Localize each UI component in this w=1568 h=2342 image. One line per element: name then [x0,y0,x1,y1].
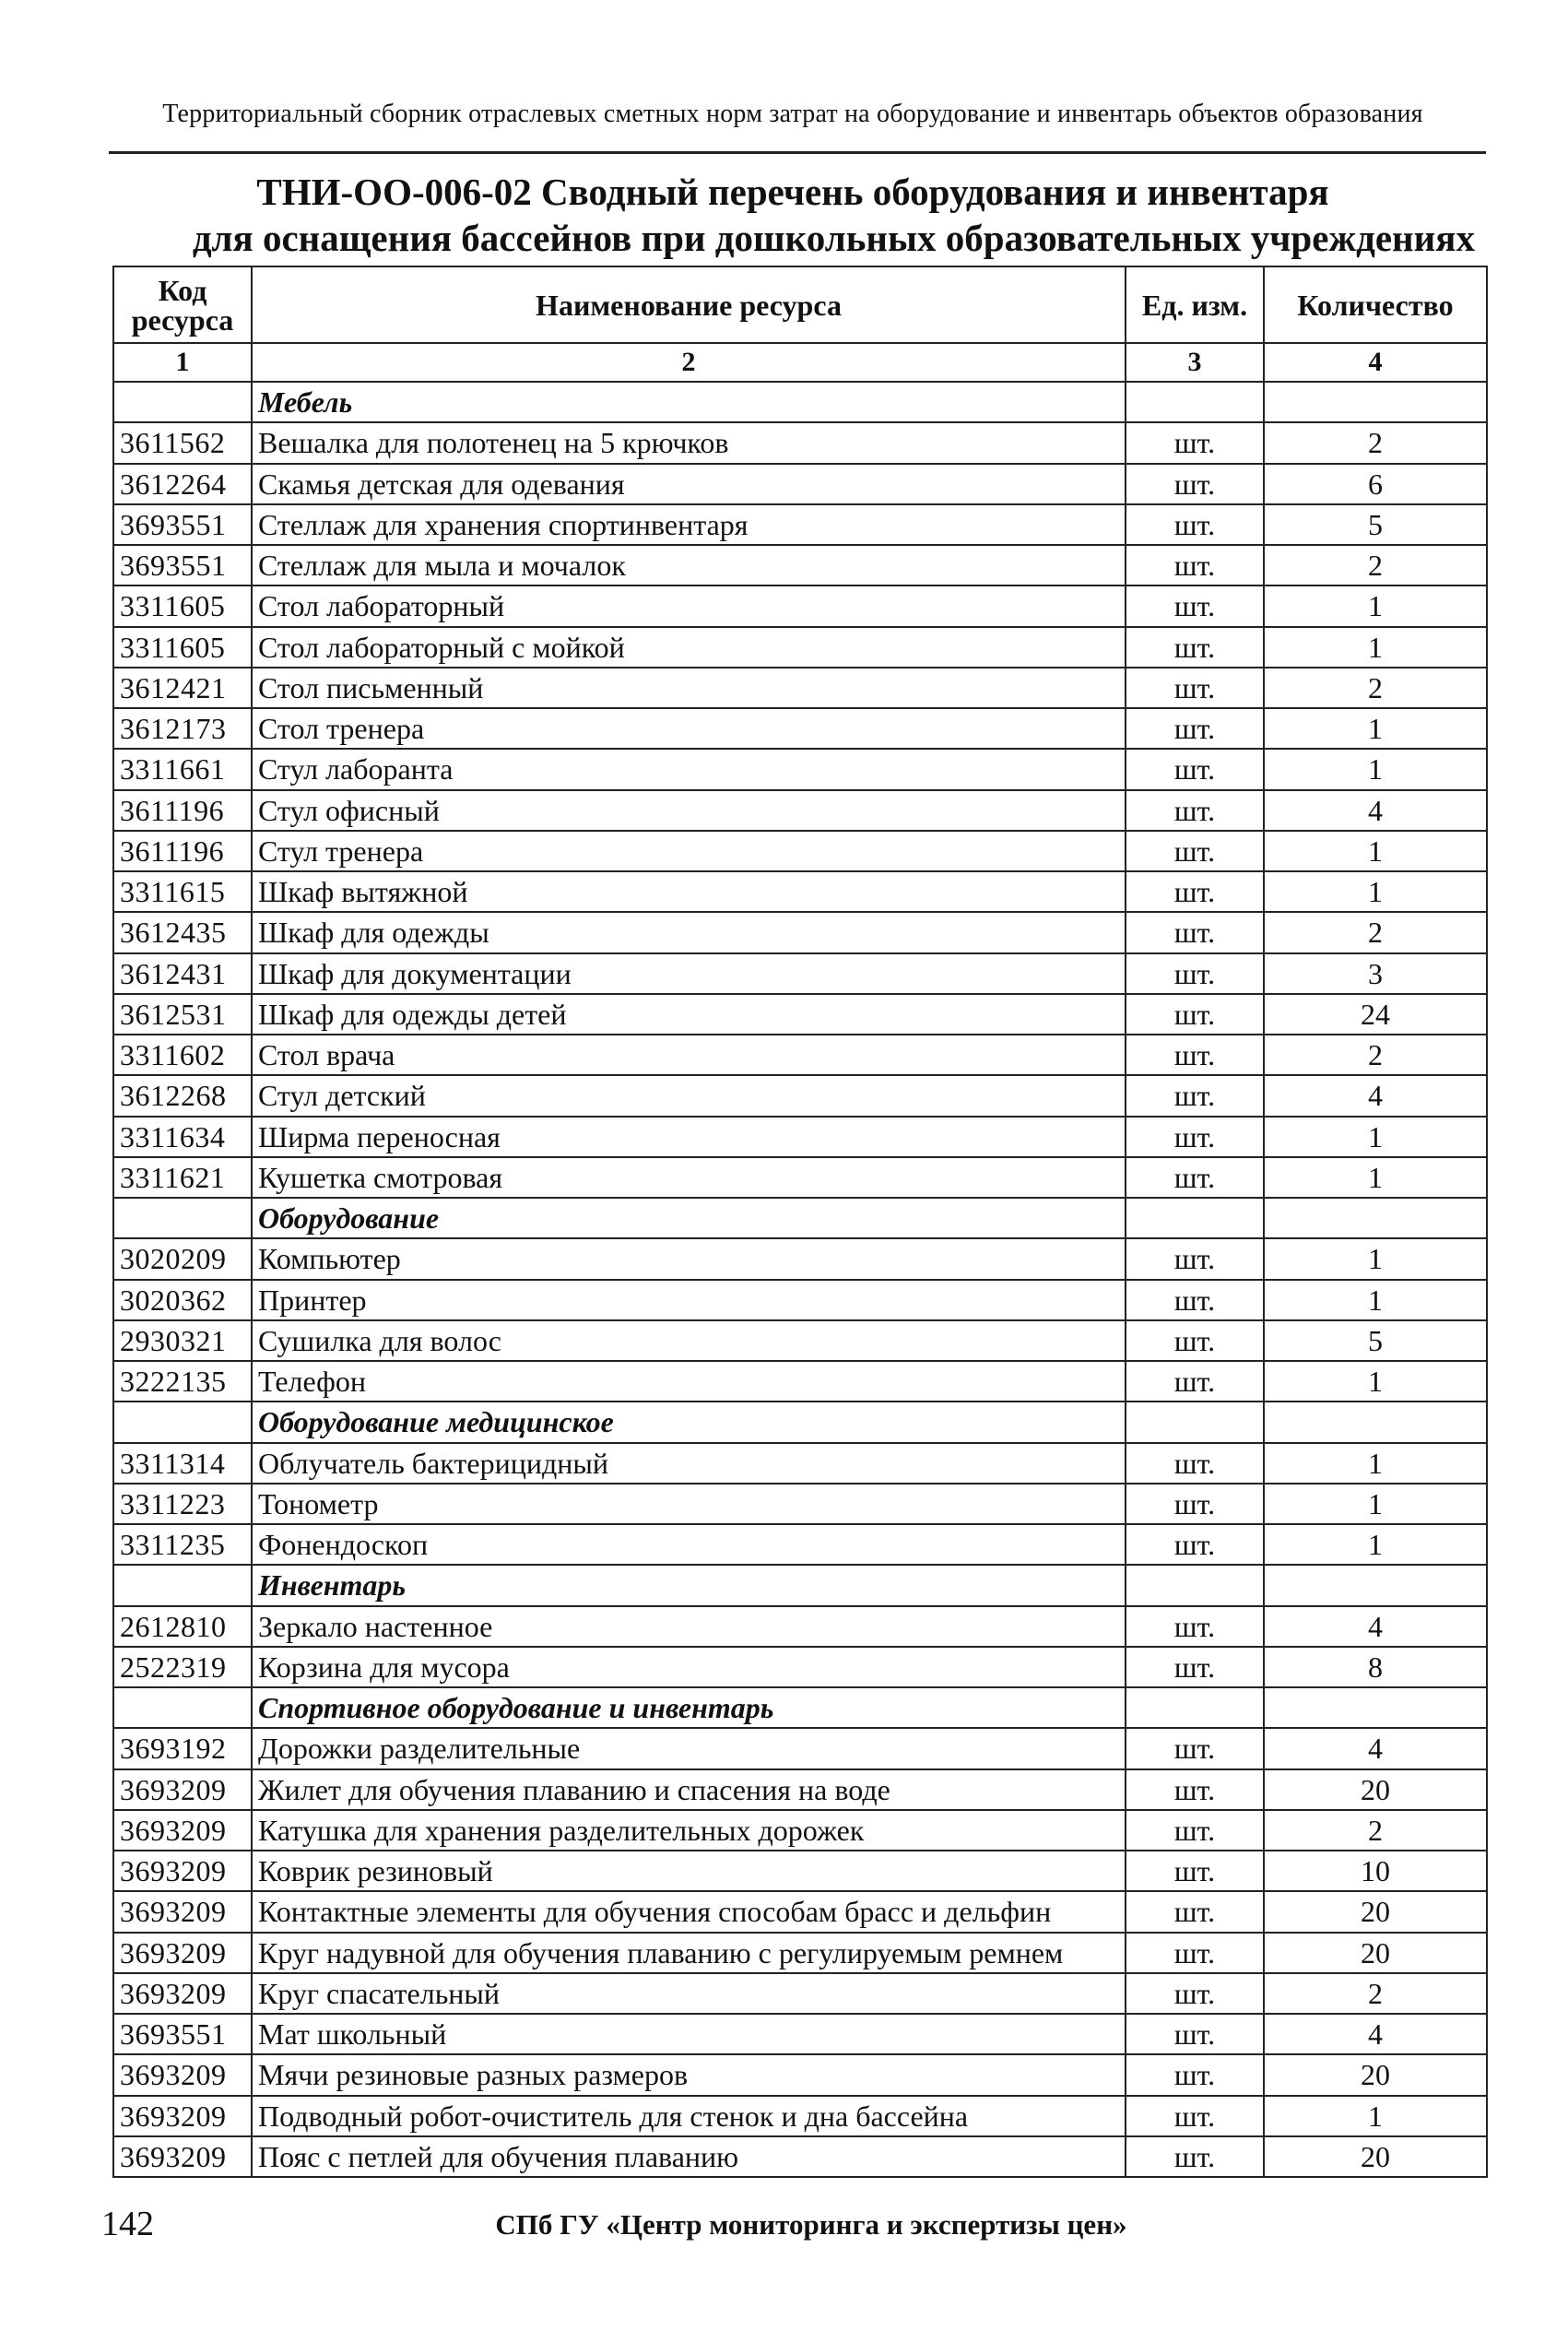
resource-name: Шкаф для одежды [252,912,1126,952]
column-number-row [113,343,1487,382]
header-divider [109,151,1486,154]
column-header-quantity: Количество [1264,266,1487,343]
unit-of-measure: шт. [1126,1443,1264,1484]
resource-name: Стул офисный [252,790,1126,831]
resource-name: Круг надувной для обучения плаванию с регулируемым ремнем [252,1933,1126,1973]
table-row [113,994,1487,1035]
section-title: Спортивное оборудование и инвентарь [252,1687,1126,1728]
quantity: 5 [1264,1320,1487,1361]
quantity: 1 [1264,1484,1487,1524]
section-code-cell [113,1402,252,1442]
section-unit-cell [1126,1687,1264,1728]
table-row [113,422,1487,463]
unit-of-measure: шт. [1126,994,1264,1035]
column-header-unit: Ед. изм. [1126,266,1264,343]
resource-code: 3311621 [113,1157,252,1198]
resource-name: Зеркало настенное [252,1606,1126,1647]
quantity: 2 [1264,1810,1487,1851]
publisher-footer: СПб ГУ «Центр мониторинга и экспертизы цен» [495,2208,1127,2241]
table-row [113,1443,1487,1484]
unit-of-measure: шт. [1126,504,1264,545]
resource-code: 3020209 [113,1238,252,1279]
unit-of-measure: шт. [1126,1524,1264,1565]
section-row [113,382,1487,422]
unit-of-measure: шт. [1126,2054,1264,2095]
unit-of-measure: шт. [1126,1320,1264,1361]
resource-name: Шкаф для одежды детей [252,994,1126,1035]
unit-of-measure: шт. [1126,2136,1264,2177]
section-title: Мебель [252,382,1126,422]
section-qty-cell [1264,1198,1487,1238]
quantity: 6 [1264,464,1487,504]
table-row [113,1524,1487,1565]
table-row [113,1117,1487,1157]
resource-name: Стол лабораторный [252,586,1126,626]
table-row [113,1647,1487,1687]
resource-code: 3612421 [113,668,252,708]
section-qty-cell [1264,1687,1487,1728]
quantity: 4 [1264,1606,1487,1647]
resource-name: Стол тренера [252,708,1126,749]
resource-name: Скамья детская для одевания [252,464,1126,504]
table-row [113,1238,1487,1279]
unit-of-measure: шт. [1126,1851,1264,1891]
unit-of-measure: шт. [1126,1810,1264,1851]
column-number: 4 [1264,343,1487,382]
resource-code: 3311223 [113,1484,252,1524]
section-qty-cell [1264,1402,1487,1442]
table-row [113,545,1487,586]
resource-code: 3612531 [113,994,252,1035]
table-row [113,871,1487,912]
table-row [113,1933,1487,1973]
section-row [113,1402,1487,1442]
resource-name: Стол письменный [252,668,1126,708]
column-number: 3 [1126,343,1264,382]
table-row [113,1810,1487,1851]
quantity: 20 [1264,1891,1487,1932]
quantity: 20 [1264,2136,1487,2177]
table-row [113,627,1487,668]
table-row [113,749,1487,789]
column-header-code: Код ресурса [113,266,252,343]
table-row [113,2014,1487,2054]
resource-name: Шкаф для документации [252,953,1126,994]
quantity: 10 [1264,1851,1487,1891]
unit-of-measure: шт. [1126,912,1264,952]
unit-of-measure: шт. [1126,1035,1264,1075]
table-header-row [113,266,1487,343]
section-row [113,1565,1487,1605]
resource-code: 3311235 [113,1524,252,1565]
section-code-cell [113,1565,252,1605]
resource-name: Корзина для мусора [252,1647,1126,1687]
resource-name: Коврик резиновый [252,1851,1126,1891]
table-row [113,1851,1487,1891]
resource-code: 3693551 [113,504,252,545]
unit-of-measure: шт. [1126,1117,1264,1157]
running-header: Территориальный сборник отраслевых сметных норм затрат на оборудование и инвентарь объектов образования [162,100,1423,128]
resource-name: Сушилка для волос [252,1320,1126,1361]
table-row [113,2096,1487,2136]
section-unit-cell [1126,1198,1264,1238]
resource-name: Пояс с петлей для обучения плаванию [252,2136,1126,2177]
resource-name: Фонендоскоп [252,1524,1126,1565]
unit-of-measure: шт. [1126,464,1264,504]
unit-of-measure: шт. [1126,1769,1264,1810]
resource-code: 3311615 [113,871,252,912]
table-row [113,708,1487,749]
table-row [113,1320,1487,1361]
quantity: 4 [1264,1075,1487,1116]
table-row [113,1728,1487,1768]
unit-of-measure: шт. [1126,831,1264,871]
quantity: 1 [1264,1524,1487,1565]
resource-code: 3612264 [113,464,252,504]
table-row [113,668,1487,708]
unit-of-measure: шт. [1126,871,1264,912]
quantity: 1 [1264,1361,1487,1402]
unit-of-measure: шт. [1126,1484,1264,1524]
document-subtitle: для оснащения бассейнов при дошкольных образовательных учреждениях [192,217,1475,259]
unit-of-measure: шт. [1126,953,1264,994]
resource-name: Мат школьный [252,2014,1126,2054]
resource-code: 3020362 [113,1280,252,1320]
quantity: 2 [1264,912,1487,952]
quantity: 1 [1264,871,1487,912]
quantity: 1 [1264,831,1487,871]
unit-of-measure: шт. [1126,2096,1264,2136]
resource-name: Круг спасательный [252,1973,1126,2014]
table-row [113,1280,1487,1320]
page-number: 142 [101,2205,154,2243]
resource-code: 3693209 [113,1891,252,1932]
section-qty-cell [1264,382,1487,422]
unit-of-measure: шт. [1126,1157,1264,1198]
section-qty-cell [1264,1565,1487,1605]
resource-code: 3311634 [113,1117,252,1157]
table-row [113,1035,1487,1075]
resource-code: 3612431 [113,953,252,994]
quantity: 2 [1264,1035,1487,1075]
quantity: 20 [1264,1933,1487,1973]
table-row [113,464,1487,504]
unit-of-measure: шт. [1126,749,1264,789]
quantity: 1 [1264,1238,1487,1279]
resource-code: 3611562 [113,422,252,463]
unit-of-measure: шт. [1126,1075,1264,1116]
section-title: Инвентарь [252,1565,1126,1605]
table-row [113,1891,1487,1932]
quantity: 2 [1264,545,1487,586]
quantity: 1 [1264,1280,1487,1320]
quantity: 4 [1264,790,1487,831]
resource-code: 3311605 [113,586,252,626]
unit-of-measure: шт. [1126,545,1264,586]
table-row [113,1157,1487,1198]
resource-code: 3611196 [113,790,252,831]
resource-name: Стол лабораторный с мойкой [252,627,1126,668]
resource-name: Мячи резиновые разных размеров [252,2054,1126,2095]
quantity: 1 [1264,1157,1487,1198]
resource-name: Жилет для обучения плаванию и спасения на воде [252,1769,1126,1810]
resource-name: Катушка для хранения разделительных дорожек [252,1810,1126,1851]
resource-code: 3693209 [113,2054,252,2095]
section-row [113,1198,1487,1238]
section-unit-cell [1126,382,1264,422]
table-row [113,1769,1487,1810]
resource-name: Телефон [252,1361,1126,1402]
column-number: 2 [252,343,1126,382]
resource-name: Облучатель бактерицидный [252,1443,1126,1484]
resource-name: Подводный робот-очиститель для стенок и дна бассейна [252,2096,1126,2136]
unit-of-measure: шт. [1126,1280,1264,1320]
table-row [113,831,1487,871]
section-code-cell [113,1687,252,1728]
table-row [113,2136,1487,2177]
table-row [113,953,1487,994]
resource-code: 3693551 [113,545,252,586]
quantity: 8 [1264,1647,1487,1687]
table-row [113,504,1487,545]
table-row [113,1361,1487,1402]
unit-of-measure: шт. [1126,422,1264,463]
quantity: 3 [1264,953,1487,994]
section-unit-cell [1126,1402,1264,1442]
section-code-cell [113,1198,252,1238]
unit-of-measure: шт. [1126,1238,1264,1279]
unit-of-measure: шт. [1126,2014,1264,2054]
quantity: 4 [1264,2014,1487,2054]
quantity: 2 [1264,1973,1487,2014]
document-title: ТНИ-ОО-006-02 Сводный перечень оборудования и инвентаря [256,171,1329,213]
quantity: 4 [1264,1728,1487,1768]
column-header-name: Наименование ресурса [252,266,1126,343]
section-unit-cell [1126,1565,1264,1605]
resource-code: 3612173 [113,708,252,749]
resource-name: Стул лаборанта [252,749,1126,789]
quantity: 2 [1264,668,1487,708]
table-row [113,2054,1487,2095]
resource-name: Принтер [252,1280,1126,1320]
resource-name: Стул детский [252,1075,1126,1116]
quantity: 1 [1264,749,1487,789]
quantity: 1 [1264,627,1487,668]
resource-code: 3693209 [113,2096,252,2136]
section-code-cell [113,382,252,422]
section-title: Оборудование медицинское [252,1402,1126,1442]
unit-of-measure: шт. [1126,1606,1264,1647]
resource-code: 3612435 [113,912,252,952]
quantity: 1 [1264,708,1487,749]
unit-of-measure: шт. [1126,586,1264,626]
unit-of-measure: шт. [1126,1647,1264,1687]
resource-name: Тонометр [252,1484,1126,1524]
table-row [113,1075,1487,1116]
resource-name: Стеллаж для мыла и мочалок [252,545,1126,586]
resource-name: Дорожки разделительные [252,1728,1126,1768]
resource-table [112,266,1488,2178]
quantity: 1 [1264,2096,1487,2136]
unit-of-measure: шт. [1126,627,1264,668]
quantity: 5 [1264,504,1487,545]
unit-of-measure: шт. [1126,1728,1264,1768]
column-number: 1 [113,343,252,382]
unit-of-measure: шт. [1126,1891,1264,1932]
table-row [113,1484,1487,1524]
resource-name: Стол врача [252,1035,1126,1075]
table-row [113,586,1487,626]
resource-code: 3693209 [113,1769,252,1810]
quantity: 24 [1264,994,1487,1035]
table-row [113,790,1487,831]
quantity: 1 [1264,1117,1487,1157]
resource-code: 3693192 [113,1728,252,1768]
quantity: 1 [1264,586,1487,626]
resource-code: 3693209 [113,1810,252,1851]
unit-of-measure: шт. [1126,708,1264,749]
resource-code: 3693551 [113,2014,252,2054]
unit-of-measure: шт. [1126,790,1264,831]
table-row [113,1606,1487,1647]
resource-code: 3693209 [113,1933,252,1973]
resource-code: 2930321 [113,1320,252,1361]
resource-code: 3311661 [113,749,252,789]
resource-code: 3222135 [113,1361,252,1402]
unit-of-measure: шт. [1126,668,1264,708]
quantity: 20 [1264,2054,1487,2095]
resource-name: Вешалка для полотенец на 5 крючков [252,422,1126,463]
table-row [113,912,1487,952]
resource-code: 3693209 [113,1973,252,2014]
resource-name: Ширма переносная [252,1117,1126,1157]
table-row [113,1973,1487,2014]
resource-code: 3311314 [113,1443,252,1484]
unit-of-measure: шт. [1126,1361,1264,1402]
resource-name: Компьютер [252,1238,1126,1279]
resource-code: 3612268 [113,1075,252,1116]
quantity: 1 [1264,1443,1487,1484]
resource-code: 3311605 [113,627,252,668]
resource-code: 3693209 [113,1851,252,1891]
resource-code: 3311602 [113,1035,252,1075]
resource-code: 2522319 [113,1647,252,1687]
unit-of-measure: шт. [1126,1933,1264,1973]
resource-name: Шкаф вытяжной [252,871,1126,912]
resource-code: 2612810 [113,1606,252,1647]
resource-name: Кушетка смотровая [252,1157,1126,1198]
resource-code: 3693209 [113,2136,252,2177]
quantity: 20 [1264,1769,1487,1810]
resource-name: Стеллаж для хранения спортинвентаря [252,504,1126,545]
section-row [113,1687,1487,1728]
table-body [113,382,1487,2177]
section-title: Оборудование [252,1198,1126,1238]
quantity: 2 [1264,422,1487,463]
unit-of-measure: шт. [1126,1973,1264,2014]
resource-name: Контактные элементы для обучения способам брасс и дельфин [252,1891,1126,1932]
resource-name: Стул тренера [252,831,1126,871]
resource-code: 3611196 [113,831,252,871]
